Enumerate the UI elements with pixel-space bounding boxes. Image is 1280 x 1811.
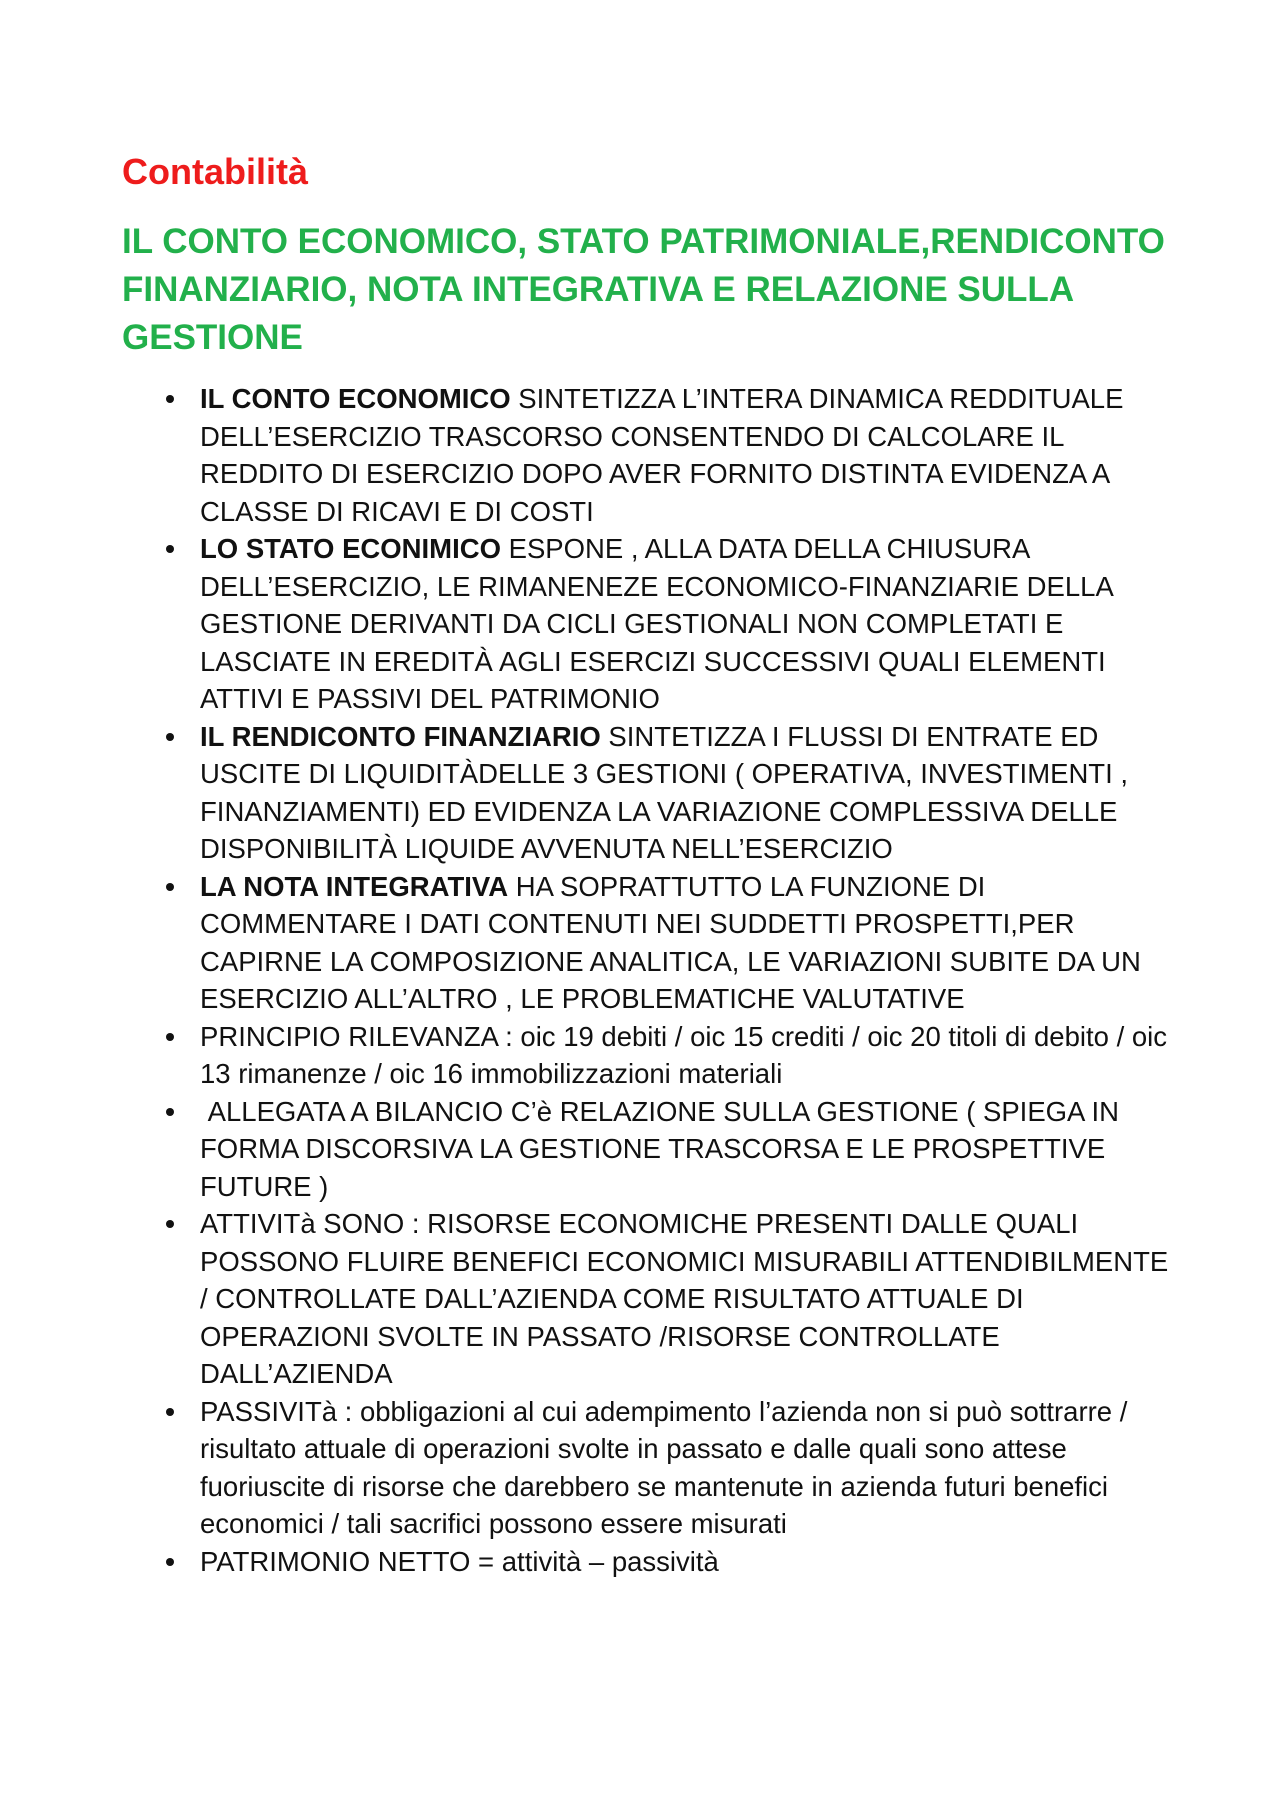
item-text: SINTETIZZA I FLUSSI DI ENTRATE ED USCITE DI LIQUIDITÀDELLE 3 GESTIONI ( OPERATIVA, INVESTIMENTI , FINANZIAMENTI) ED EVIDENZA LA VARIAZIONE COMPLESSIVA DELLE DISPONIBILITÀ LIQUIDE AVVENUTA NELL’ESERCIZIO [200,720,1129,864]
item-text: SINTETIZZA L’INTERA DINAMICA REDDITUALE DELL’ESERCIZIO TRASCORSO CONSENTENDO DI CALCOLARE IL REDDITO DI ESERCIZIO DOPO AVER FORNITO DISTINTA EVIDENZA A CLASSE DI RICAVI E DI COSTI [200,383,1124,527]
item-text: ESPONE , ALLA DATA DELLA CHIUSURA DELL’ESERCIZIO, LE RIMANENEZE ECONOMICO-FINANZIARIE DELLA GESTIONE DERIVANTI DA CICLI GESTIONALI NON COMPLETATI E LASCIATE IN EREDITÀ AGLI ESERCIZI SUCCESSIVI QUALI ELEMENTI ATTIVI E PASSIVI DEL PATRIMONIO [200,533,1113,714]
list-item [200,380,1180,530]
item-text: PRINCIPIO RILEVANZA : oic 19 debiti / oic 15 crediti / oic 20 titoli di debito / oic 13 rimanenze / oic 16 immobilizzazioni materiali [200,1020,1167,1089]
item-text: PASSIVITà : obbligazioni al cui adempimento l’azienda non si può sottrarre / risultato attuale di operazioni svolte in passato e dalle quali sono attese fuoriuscite di risorse che darebbero se mantenute in azienda futuri benefici economici / tali sacrifici possono essere misurati [200,1395,1128,1539]
item-text: PATRIMONIO NETTO = attività – passività [200,1545,719,1577]
list-item [200,1543,1180,1581]
item-text: ALLEGATA A BILANCIO C’è RELAZIONE SULLA GESTIONE ( SPIEGA IN FORMA DISCORSIVA LA GESTIONE TRASCORSA E LE PROSPETTIVE FUTURE ) [200,1095,1127,1202]
list-item [200,1018,1180,1093]
item-term: LA NOTA INTEGRATIVA [200,870,509,902]
bullet-icon [166,1033,174,1041]
list-item [200,530,1180,718]
item-term: IL RENDICONTO FINANZIARIO [200,720,601,752]
bullet-icon [166,883,174,891]
item-text: HA SOPRATTUTTO LA FUNZIONE DI COMMENTARE I DATI CONTENUTI NEI SUDDETTI PROSPETTI,PER CAPIRNE LA COMPOSIZIONE ANALITICA, LE VARIAZIONI SUBITE DA UN ESERCIZIO ALL’ALTRO , LE PROBLEMATICHE VALUTATIVE [200,870,1141,1014]
item-text: ATTIVITà SONO : RISORSE ECONOMICHE PRESENTI DALLE QUALI POSSONO FLUIRE BENEFICI ECONOMICI MISURABILI ATTENDIBILMENTE / CONTROLLATE DALL’AZIENDA COME RISULTATO ATTUALE DI OPERAZIONI SVOLTE IN PASSATO /RISORSE CONTROLLATE DALL’AZIENDA [200,1208,1169,1389]
bullet-icon [166,1108,174,1116]
bullet-icon [166,733,174,741]
list-item [200,1393,1180,1543]
item-term: IL CONTO ECONOMICO [200,383,511,414]
bullet-icon [166,545,174,553]
list-item [200,1205,1180,1393]
list-item [200,868,1180,1018]
bullet-icon [166,1220,174,1228]
item-term: LO STATO ECONIMICO [200,533,501,564]
bullet-icon [166,395,174,403]
bullet-icon [166,1558,174,1566]
list-item [200,1093,1180,1206]
list-item [200,718,1180,868]
document-title: IL CONTO ECONOMICO, STATO PATRIMONIALE,RENDICONTO FINANZIARIO, NOTA INTEGRATIVA E RELAZIONE SULLA GESTIONE [122,222,1165,357]
bullet-list [200,380,1180,1580]
bullet-icon [166,1408,174,1416]
subject-heading: Contabilità [122,151,308,192]
